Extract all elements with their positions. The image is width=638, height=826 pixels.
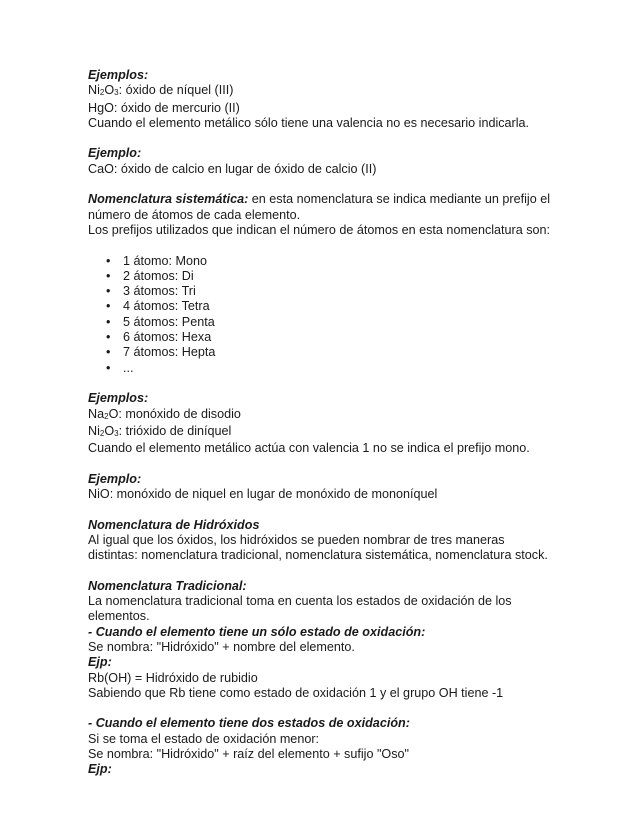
example-ni2o3-systematic <box>88 424 558 441</box>
bullet-icon: • <box>106 268 111 283</box>
bullet-icon: • <box>106 299 111 314</box>
traditional-text-1: La nomenclatura tradicional toma en cuenta los estados de oxidación de los <box>88 594 512 609</box>
bullet-icon: • <box>106 360 111 375</box>
example-text: : óxido de níquel (III) <box>118 83 234 98</box>
formula-part: O <box>104 423 115 438</box>
list-item-text: 7 átomos: Hepta <box>123 345 216 360</box>
single-state-subheading: - Cuando el elemento tiene un sólo estado de oxidación: <box>88 624 426 639</box>
list-item-text: 1 átomo: Mono <box>123 253 208 268</box>
example-text: O: monóxido de disodio <box>108 406 241 421</box>
formula-part: Na <box>88 406 105 421</box>
examples-heading-1: Ejemplos: <box>88 68 149 82</box>
bullet-icon: • <box>106 330 111 345</box>
list-item <box>106 330 558 345</box>
list-item <box>106 345 558 360</box>
example-ni2o3 <box>88 83 558 100</box>
lower-state-text: Si se toma el estado de oxidación menor: <box>88 731 320 746</box>
list-item <box>106 315 558 330</box>
example-na2o <box>88 407 558 424</box>
subscript: 2 <box>99 88 105 98</box>
bullet-icon: • <box>106 253 111 268</box>
example-heading-2: Ejemplo: <box>88 146 142 161</box>
two-states-subheading: - Cuando el elemento tiene dos estados de oxidación: <box>88 716 410 731</box>
document-page <box>88 68 558 778</box>
hydroxides-text-1: Al igual que los óxidos, los hidróxidos se pueden nombrar de tres maneras <box>88 532 505 547</box>
oso-rule: Se nombra: "Hidróxido" + raíz del elemento + sufijo "Oso" <box>88 747 409 762</box>
list-item-text: 5 átomos: Penta <box>123 314 215 329</box>
list-item-text: 4 átomos: Tetra <box>123 299 210 314</box>
systematic-intro <box>88 192 558 223</box>
hydroxides-text-2: distintas: nomenclatura tradicional, nomenclatura sistemática, nomenclatura stock. <box>88 548 548 563</box>
list-item-text: ... <box>123 360 134 375</box>
systematic-text: en esta nomenclatura se indica mediante un prefijo el número de átomos de cada elemento. <box>88 192 551 222</box>
example-hgo: HgO: óxido de mercurio (II) <box>88 100 240 115</box>
list-item <box>106 284 558 299</box>
list-item <box>106 361 558 376</box>
traditional-text-2: elementos. <box>88 609 150 624</box>
subscript: 2 <box>99 428 105 438</box>
examples-heading-3: Ejemplos: <box>88 391 149 406</box>
list-item <box>106 299 558 314</box>
list-item-text: 6 átomos: Hexa <box>123 330 212 345</box>
prefix-list <box>88 254 558 376</box>
example-heading-4: Ejemplo: <box>88 471 142 486</box>
systematic-heading: Nomenclatura sistemática: <box>88 192 249 207</box>
hydroxides-heading: Nomenclatura de Hidróxidos <box>88 517 260 532</box>
traditional-heading: Nomenclatura Tradicional: <box>88 578 247 593</box>
ejp-label-2: Ejp: <box>88 762 112 777</box>
example-text: : trióxido de diníquel <box>118 423 232 438</box>
list-item <box>106 254 558 269</box>
subscript: 3 <box>114 428 119 438</box>
example-cao: CaO: óxido de calcio en lugar de óxido de calcio (II) <box>88 161 377 176</box>
formula-part: O <box>104 83 115 98</box>
prefixes-intro: Los prefijos utilizados que indican el número de átomos en esta nomenclatura son: <box>88 222 551 237</box>
note-single-valence: Cuando el elemento metálico sólo tiene una valencia no es necesario indicarla. <box>88 115 530 130</box>
list-item-text: 2 átomos: Di <box>123 268 194 283</box>
formula-part: Ni <box>88 423 100 438</box>
bullet-icon: • <box>106 284 111 299</box>
example-rboh: Rb(OH) = Hidróxido de rubidio <box>88 670 258 685</box>
ejp-label-1: Ejp: <box>88 655 112 670</box>
bullet-icon: • <box>106 345 111 360</box>
subscript: 3 <box>114 88 119 98</box>
list-item-text: 3 átomos: Tri <box>123 284 196 299</box>
single-state-rule: Se nombra: "Hidróxido" + nombre del elemento. <box>88 639 355 654</box>
subscript: 2 <box>104 411 109 421</box>
formula-part: Ni <box>88 83 100 98</box>
bullet-icon: • <box>106 314 111 329</box>
rb-oxidation-note: Sabiendo que Rb tiene como estado de oxidación 1 y el grupo OH tiene -1 <box>88 685 504 700</box>
note-valence-one: Cuando el elemento metálico actúa con valencia 1 no se indica el prefijo mono. <box>88 441 530 456</box>
list-item <box>106 269 558 284</box>
example-nio: NiO: monóxido de niquel en lugar de monóxido de mononíquel <box>88 487 438 502</box>
